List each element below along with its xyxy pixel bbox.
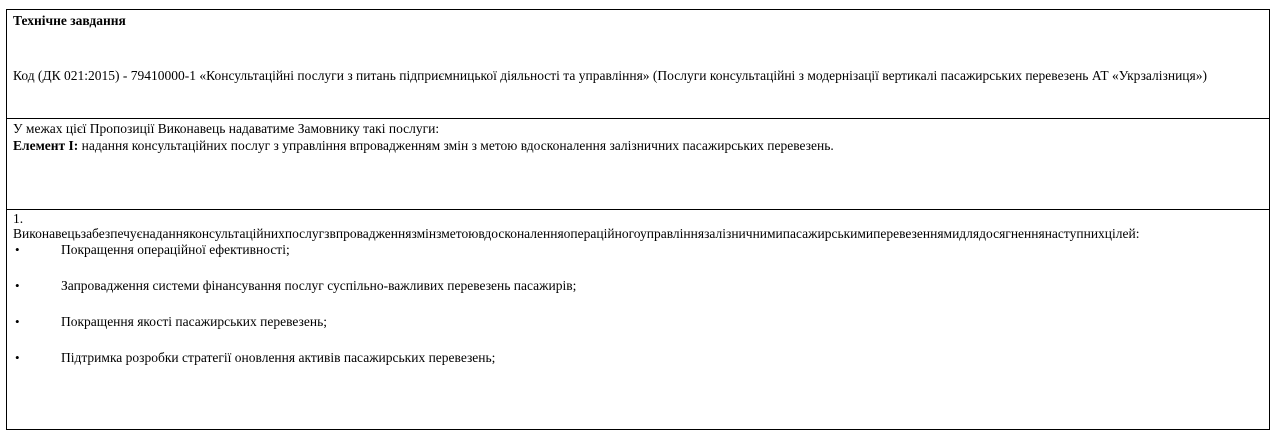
item-description: Виконавецьзабезпечуєнаданняконсультаційнихпослугзвпровадженнязмінзметоювдосконаленняопераційногоуправліннязалізничнимипасажирськимиперевезеннямидлядосягненнянаступнихцілей: [13, 226, 1140, 241]
element-line [13, 137, 1263, 154]
list-item [13, 313, 1263, 349]
scope-intro: У межах цієї Пропозиції Виконавець надаватиме Замовнику такі послуги: [13, 121, 440, 136]
list-item-text: Покращення якості пасажирських перевезень; [61, 314, 327, 329]
bullet-icon: • [15, 314, 20, 329]
bullet-icon: • [15, 350, 20, 365]
goals-list [13, 241, 1263, 385]
document-title: Технічне завдання [13, 13, 126, 28]
element-description: надання консультаційних послуг з управління впровадженням змін з метою вдосконалення залізничних пасажирських перевезень. [78, 138, 834, 153]
element-label: Елемент І: [13, 138, 79, 153]
row-divider [7, 118, 1269, 119]
item-number: 1. [13, 211, 24, 226]
bullet-icon: • [15, 242, 20, 257]
goals-cell [7, 211, 1269, 431]
bullet-icon: • [15, 278, 20, 293]
list-item-text: Покращення операційної ефективності; [61, 242, 290, 257]
row-divider [7, 209, 1269, 210]
list-item-text: Підтримка розробки стратегії оновлення активів пасажирських перевезень; [61, 350, 496, 365]
list-item-text: Запровадження системи фінансування послуг суспільно-важливих перевезень пасажирів; [61, 278, 577, 293]
title-cell [7, 10, 1269, 116]
list-item [13, 349, 1263, 385]
list-item [13, 277, 1263, 313]
scope-cell [7, 120, 1269, 210]
document-table [6, 9, 1270, 430]
cpv-code-text: Код (ДК 021:2015) - 79410000-1 «Консультаційні послуги з питань підприємницької діяльності та управління» (Послуги консультаційні з модернізації вертикалі пасажирських перевезень АТ «Укрзалізниця») [13, 68, 1207, 83]
list-item [13, 241, 1263, 277]
